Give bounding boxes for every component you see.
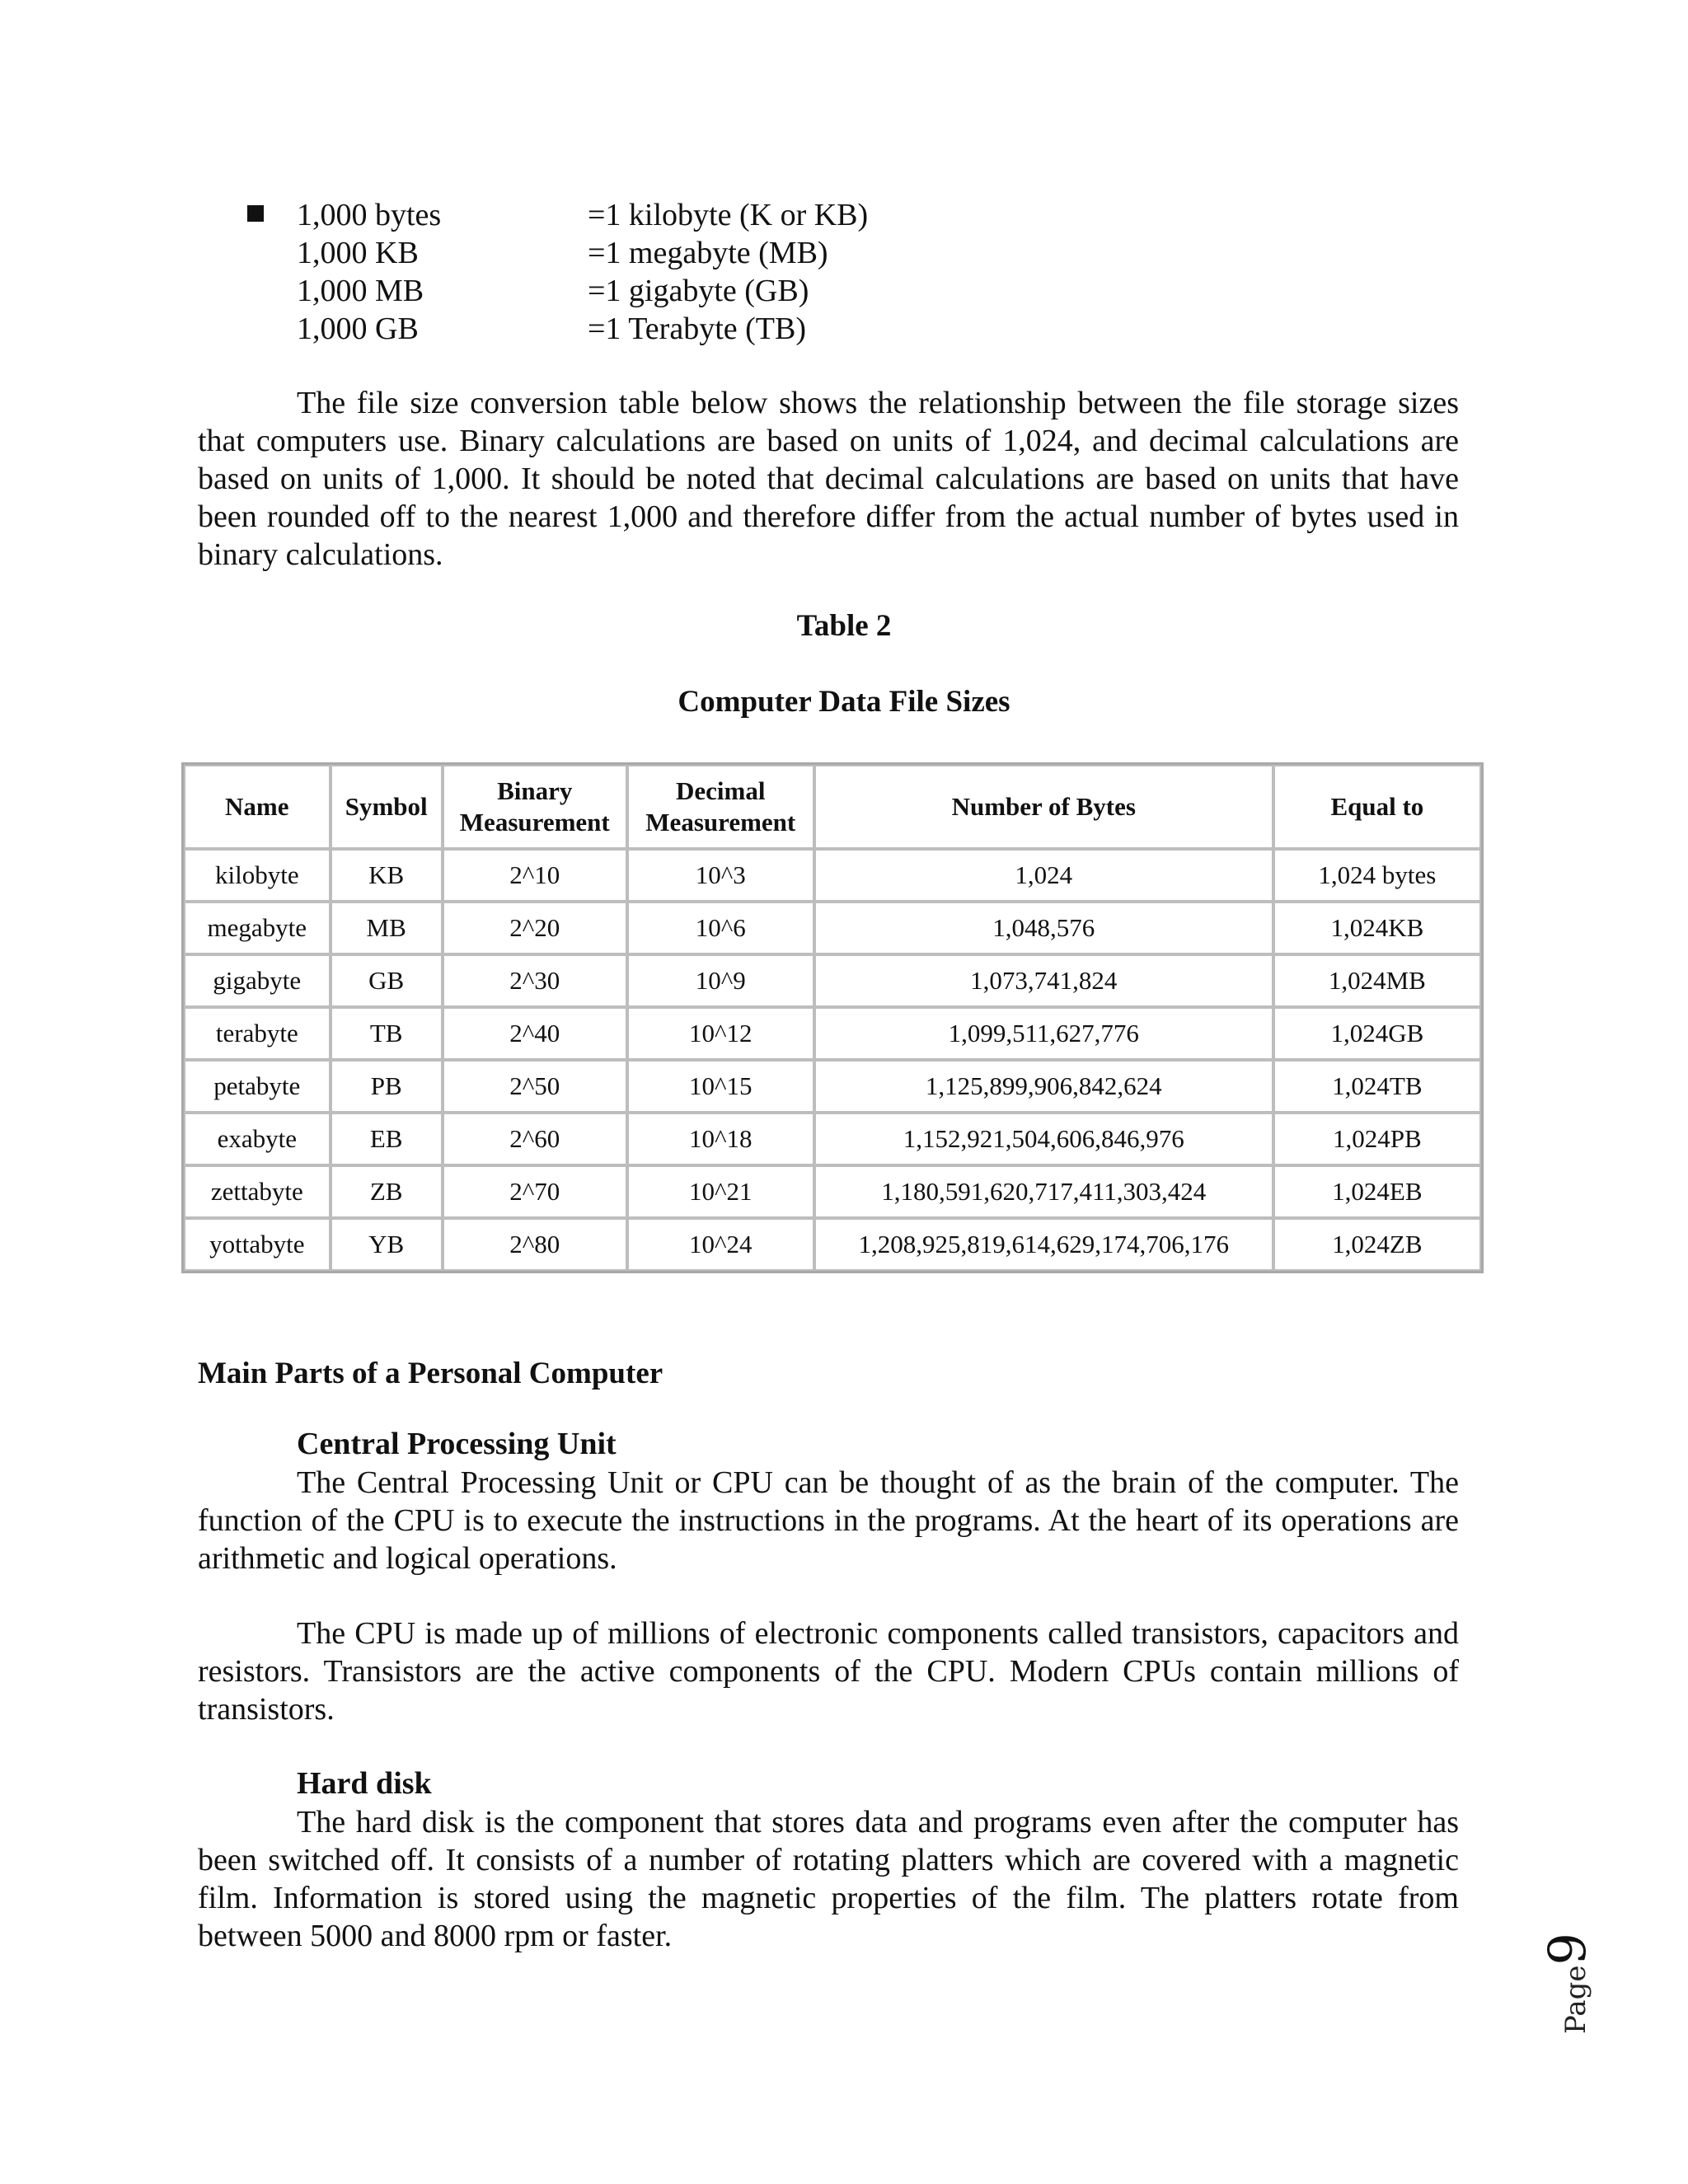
cell-equal: 1,024 bytes bbox=[1273, 849, 1481, 902]
cell-binary: 2^20 bbox=[443, 902, 627, 954]
intro-paragraph: The file size conversion table below shows the relationship between the file storage sizes that computers use. Binary calculations are based on units of 1,024, and decimal calculations are based on units of 1,000. It should be noted that decimal calculations are based on units that have been rounded off to the nearest 1,000 and therefore differ from the actual number of bytes used in binary calculations. bbox=[198, 386, 1459, 572]
cell-binary: 2^60 bbox=[443, 1113, 627, 1165]
cell-bytes: 1,125,899,906,842,624 bbox=[814, 1060, 1273, 1113]
cell-binary: 2^40 bbox=[443, 1007, 627, 1060]
cell-binary: 2^70 bbox=[443, 1165, 627, 1218]
unit-amount: 1,000 MB bbox=[297, 274, 424, 308]
column-header-name: Name bbox=[184, 765, 331, 849]
section-title: Main Parts of a Personal Computer bbox=[198, 1357, 663, 1390]
cell-equal: 1,024GB bbox=[1273, 1007, 1481, 1060]
cell-equal: 1,024EB bbox=[1273, 1165, 1481, 1218]
cell-decimal: 10^9 bbox=[627, 954, 814, 1007]
hard-disk-heading: Hard disk bbox=[297, 1766, 432, 1801]
column-header-equal: Equal to bbox=[1273, 765, 1481, 849]
cell-symbol: KB bbox=[331, 849, 443, 902]
page-number-value: 9 bbox=[1536, 1933, 1597, 1966]
cell-symbol: GB bbox=[331, 954, 443, 1007]
cell-name: exabyte bbox=[184, 1113, 331, 1165]
table-label: Table 2 bbox=[796, 609, 892, 643]
column-header-bytes: Number of Bytes bbox=[814, 765, 1273, 849]
table-row bbox=[184, 902, 1481, 954]
cell-symbol: YB bbox=[331, 1218, 443, 1271]
cell-decimal: 10^15 bbox=[627, 1060, 814, 1113]
square-bullet-icon bbox=[247, 205, 264, 222]
hard-disk-paragraph: The hard disk is the component that stores data and programs even after the computer has been switched off. It consists of a number of rotating platters which are covered with a magnetic film. Information is stored using the magnetic properties of the film. The platters rotate from between 5000 and 8000 rpm or faster. bbox=[198, 1805, 1459, 1953]
page-label: Page bbox=[1559, 1965, 1592, 2034]
cell-name: megabyte bbox=[184, 902, 331, 954]
cell-binary: 2^30 bbox=[443, 954, 627, 1007]
cell-symbol: ZB bbox=[331, 1165, 443, 1218]
cell-bytes: 1,048,576 bbox=[814, 902, 1273, 954]
table-row bbox=[184, 954, 1481, 1007]
cell-equal: 1,024ZB bbox=[1273, 1218, 1481, 1271]
cell-bytes: 1,099,511,627,776 bbox=[814, 1007, 1273, 1060]
cell-decimal: 10^18 bbox=[627, 1113, 814, 1165]
column-header-decimal: Decimal Measurement bbox=[627, 765, 814, 849]
cell-symbol: MB bbox=[331, 902, 443, 954]
cpu-paragraph-1: The Central Processing Unit or CPU can be thought of as the brain of the computer. The function of the CPU is to execute the instructions in the programs. At the heart of its operations are arithmetic and logical operations. bbox=[198, 1465, 1459, 1576]
table-title: Computer Data File Sizes bbox=[678, 685, 1010, 719]
cell-binary: 2^10 bbox=[443, 849, 627, 902]
cell-bytes: 1,208,925,819,614,629,174,706,176 bbox=[814, 1218, 1273, 1271]
cell-name: yottabyte bbox=[184, 1218, 331, 1271]
table-row bbox=[184, 849, 1481, 902]
cell-name: gigabyte bbox=[184, 954, 331, 1007]
table-row bbox=[184, 1165, 1481, 1218]
table-row bbox=[184, 1113, 1481, 1165]
page-number bbox=[1536, 1929, 1615, 2034]
cell-decimal: 10^6 bbox=[627, 902, 814, 954]
table-row bbox=[184, 1060, 1481, 1113]
file-sizes-table bbox=[181, 762, 1484, 1273]
cpu-paragraph-2: The CPU is made up of millions of electronic components called transistors, capacitors and resistors. Transistors are the active components of the CPU. Modern CPUs contain millions of transistors. bbox=[198, 1616, 1459, 1727]
cell-name: kilobyte bbox=[184, 849, 331, 902]
cell-decimal: 10^21 bbox=[627, 1165, 814, 1218]
cell-equal: 1,024TB bbox=[1273, 1060, 1481, 1113]
cell-equal: 1,024MB bbox=[1273, 954, 1481, 1007]
cell-binary: 2^80 bbox=[443, 1218, 627, 1271]
cell-bytes: 1,180,591,620,717,411,303,424 bbox=[814, 1165, 1273, 1218]
cell-bytes: 1,073,741,824 bbox=[814, 954, 1273, 1007]
cell-equal: 1,024KB bbox=[1273, 902, 1481, 954]
unit-amount: 1,000 GB bbox=[297, 312, 419, 346]
cell-bytes: 1,024 bbox=[814, 849, 1273, 902]
cell-equal: 1,024PB bbox=[1273, 1113, 1481, 1165]
cell-decimal: 10^12 bbox=[627, 1007, 814, 1060]
cell-decimal: 10^3 bbox=[627, 849, 814, 902]
column-header-symbol: Symbol bbox=[331, 765, 443, 849]
table-header-row bbox=[184, 765, 1481, 849]
cell-symbol: TB bbox=[331, 1007, 443, 1060]
cell-symbol: PB bbox=[331, 1060, 443, 1113]
unit-equivalent: =1 kilobyte (K or KB) bbox=[588, 198, 869, 232]
unit-equivalent: =1 megabyte (MB) bbox=[588, 236, 828, 270]
cell-name: petabyte bbox=[184, 1060, 331, 1113]
cell-bytes: 1,152,921,504,606,846,976 bbox=[814, 1113, 1273, 1165]
table-row bbox=[184, 1218, 1481, 1271]
table-row bbox=[184, 1007, 1481, 1060]
cell-binary: 2^50 bbox=[443, 1060, 627, 1113]
cell-name: terabyte bbox=[184, 1007, 331, 1060]
unit-equivalent: =1 gigabyte (GB) bbox=[588, 274, 809, 308]
unit-amount: 1,000 KB bbox=[297, 236, 419, 270]
unit-amount: 1,000 bytes bbox=[297, 198, 442, 232]
column-header-binary: Binary Measurement bbox=[443, 765, 627, 849]
cpu-heading: Central Processing Unit bbox=[297, 1427, 617, 1461]
cell-decimal: 10^24 bbox=[627, 1218, 814, 1271]
unit-equivalent: =1 Terabyte (TB) bbox=[588, 312, 806, 346]
cell-symbol: EB bbox=[331, 1113, 443, 1165]
cell-name: zettabyte bbox=[184, 1165, 331, 1218]
